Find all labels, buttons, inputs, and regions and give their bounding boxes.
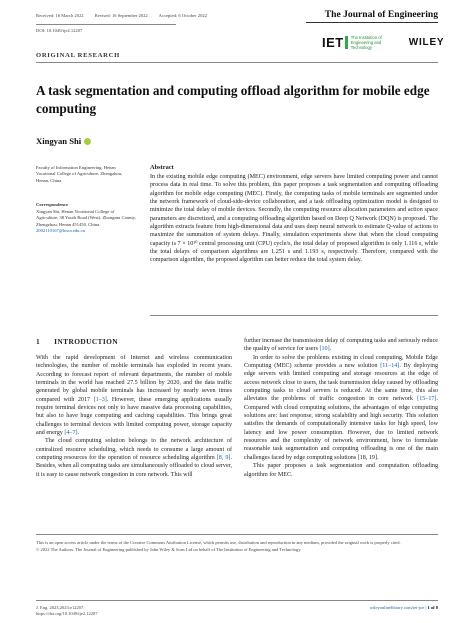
copyright-text: © 2022 The Authors. The Journal of Engineering published by John Wiley & Sons Ltd on behalf of The Institution of Engineering and Technology. — [36, 546, 302, 552]
wiley-logo: WILEY — [408, 37, 445, 48]
license-divider — [36, 534, 438, 535]
license — [36, 540, 438, 553]
footer-right: wileyonlinelibrary.com/iet-joe | 1 of 8 — [369, 605, 438, 610]
iet-logo: IET — [322, 35, 344, 50]
journal-name: The Journal of Engineering — [324, 9, 438, 20]
title-divider — [36, 62, 438, 63]
affiliation: Faculty of Information Engineering, Henan Vocational College of Agriculture, Zhengzhou, Henan, China — [36, 165, 123, 183]
page-number: 1 of 8 — [427, 605, 438, 610]
received-date: Received: 16 March 2022 — [36, 13, 84, 18]
correspondence-address: Xingyan Shi, Henan Vocational College of Agriculture, 38 Youth Road (West), Zhongmu County, Zhengzhou, Henan 451450, China. — [36, 209, 136, 227]
header-divider — [36, 24, 176, 25]
citation-link[interactable]: [15–17] — [417, 396, 437, 403]
paragraph: In order to solve the problems existing in cloud computing, Mobile Edge Computing (MEC) scheme provides a new solution [11–14]. By deploying edge servers with limited computing and storage resources at the edge of access network close to users, the task transmission delay caused by offloading computing tasks to cloud servers is reduced. At the same time, this also alleviates the problems of traffic congestion in core network [15–17]. Compared with cloud computing solutions, the advantages of edge computing solutions are: fast response, strong scalability and high security. This solution satisfies the demands of computationally intensive tasks for high speed, low latency and low power consumption. However, due to limited network resources and the complexity of network environment, how to formulate reasonable task segmentation and computing offloading is one of the main challenges faced by edge computing solutions [18, 19]. — [244, 354, 438, 461]
body-column-right — [244, 337, 438, 479]
footer-divider — [36, 600, 438, 601]
abstract-divider — [150, 315, 438, 316]
footer-citation — [36, 605, 98, 617]
article-dates — [36, 13, 217, 18]
body-column-left — [36, 354, 232, 479]
author-name[interactable]: Xingyan Shi — [36, 136, 82, 146]
section-number: 1 — [36, 337, 41, 346]
abstract-heading: Abstract — [150, 164, 174, 171]
article-title: A task segmentation and computing offload algorithm for mobile edge computing — [36, 83, 430, 116]
citation-link[interactable]: [11–14] — [380, 363, 400, 370]
correspondence — [36, 209, 136, 234]
journal-citation: J. Eng. 2023;2023:e12207. — [36, 605, 85, 610]
section-title: INTRODUCTION — [54, 337, 119, 346]
footer-doi-link[interactable]: https://doi.org/10.1049/tje2.12207 — [36, 611, 98, 616]
paragraph: The cloud computing solution belongs to the network architecture of centralized resource scheduling, which needs to consume a large amount of computing resources for the operation of resource scheduling algorithm [8, 9]. Besides, when all computing tasks are simultaneously offloaded to cloud server, it is easy to cause network congestion in core network. This will — [36, 438, 232, 478]
abstract-text: In the existing mobile edge computing (MEC) environment, edge servers have limited computing power and cannot process data in real time. To solve this problem, this paper proposes a task segmentation and computing offloading algorithm for mobile edge computing (MEC). Firstly, the computing tasks of mobile terminals are segmented under the network framework of cloud-side-device collaboration, and a task offloading optimization model is designed to minimize the total delay of mobile devices. Secondly, the computing resource allocation parameters and action space parameters are discretized, and a computing offloading algorithm based on Deep Q Network (DQN) is proposed. The algorithm extracts feature from high-dimensional data and uses deep neural network to estimate Q-value of actions to maximize the summation of system delays. Finally, simulation experiments show that when the cloud computing capacity is 7 × 10¹⁰ central processing unit (CPU) cycle/s, the total delay of proposed algorithm is only 1.116 s, while the total delays of comparison algorithms are 1.251 s and 1.193 s, respectively. Therefore, compared with the comparison algorithm, the proposed algorithm can better reduce the total system delay. — [150, 174, 438, 264]
section-heading — [36, 337, 118, 346]
license-text: This is an open access article under the terms of the Creative Commons Attribution License, which permits use, distribution and reproduction in any medium, provided the original work is properly cited. — [36, 540, 401, 545]
iet-logo-mark — [345, 36, 348, 49]
revised-date: Revised: 16 September 2022 — [94, 13, 148, 18]
correspondence-email[interactable]: 2002110167@hnca.edu.cn — [36, 227, 85, 233]
doi[interactable]: DOI: 10.1049/tje2.12207 — [36, 28, 83, 33]
journal-site-link[interactable]: wileyonlinelibrary.com/iet-joe — [369, 605, 425, 610]
citation-link[interactable]: [10] — [319, 346, 330, 353]
citation-link[interactable]: [8, 9] — [216, 455, 231, 462]
author — [36, 136, 91, 146]
journal-divider — [306, 22, 438, 23]
orcid-icon[interactable] — [84, 138, 91, 145]
publisher-logos — [322, 35, 444, 50]
accepted-date: Accepted: 6 October 2022 — [158, 13, 207, 18]
paragraph: This paper proposes a task segmentation and computation offloading algorithm for MEC. — [244, 463, 438, 478]
paragraph: With the rapid development of Internet and wireless communication technologies, the number of mobile terminals has exploded in recent years. According to forecast report of relevant departments, the number of mobile terminals in the world has reached 27.5 billion by 2020, and the data traffic generated by global mobile terminals has increased by nearly seven times compared with 2017 [1–3]. However, these emerging applications usually require terminal devices not only to have massive data processing capabilities, but also to have huge computing and caching capabilities. This brings great challenges to terminal devices with limited computing power, storage capacity and energy [4–7]. — [36, 355, 232, 437]
correspondence-heading: Correspondence — [36, 202, 69, 207]
citation-link[interactable]: [4–7] — [64, 430, 78, 437]
article-type: ORIGINAL RESEARCH — [36, 52, 120, 59]
citation-link[interactable]: [1–3] — [93, 396, 107, 403]
paragraph: further increase the transmission delay of computing tasks and seriously reduce the quality of service for users [10]. — [244, 338, 438, 353]
iet-subtitle: The Institution of Engineering and Technology — [350, 35, 382, 50]
